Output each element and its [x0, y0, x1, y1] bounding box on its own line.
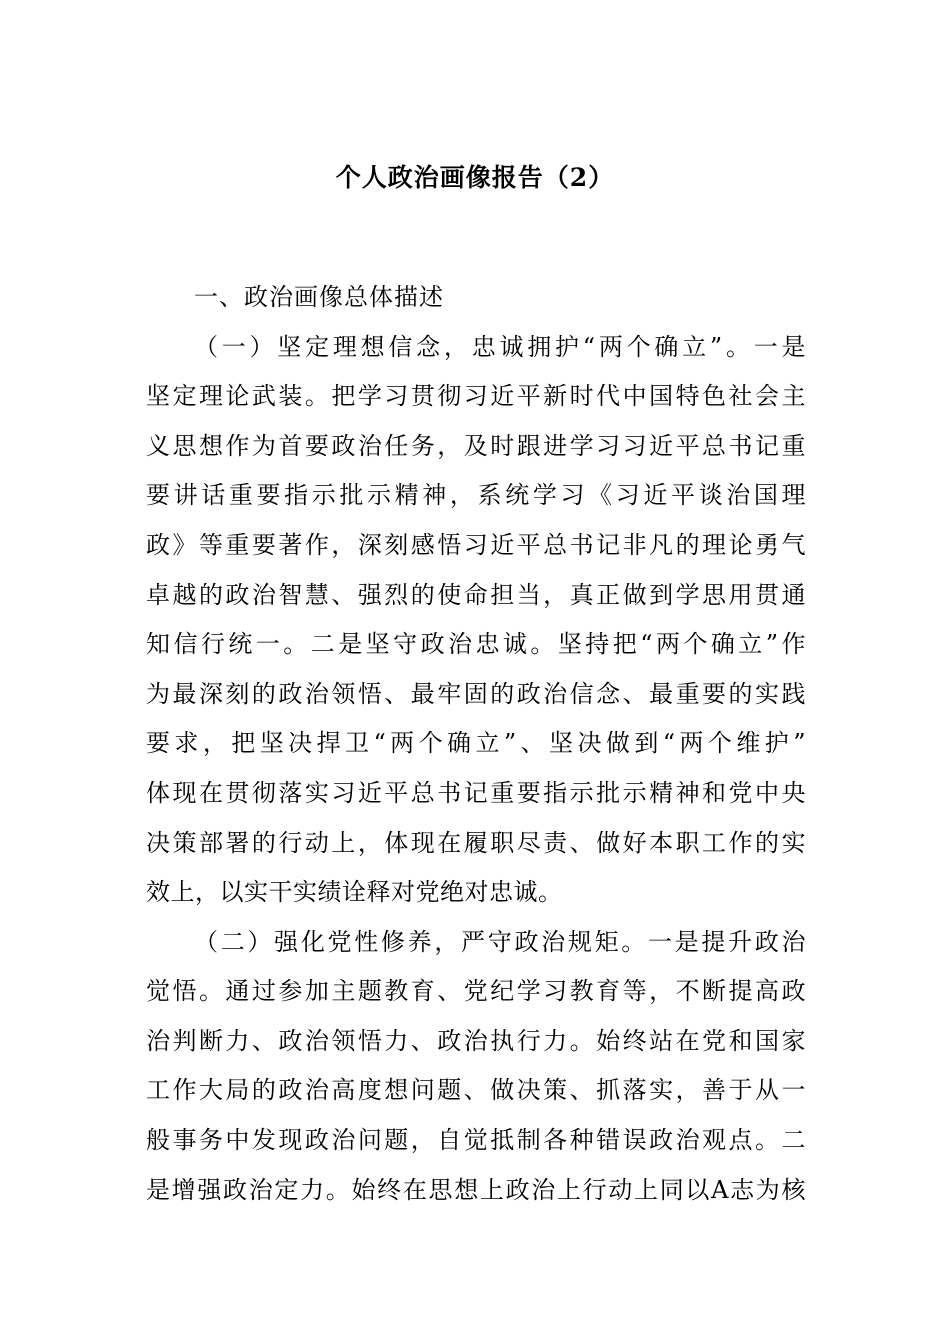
- paragraph-1-line: 知信行统一。二是坚守政治忠诚。坚持把“两个确立”作: [146, 630, 806, 658]
- paragraph-1-line: 政》等重要著作，深刻感悟习近平总书记非凡的理论勇气: [146, 531, 806, 559]
- paragraph-1-line: 体现在贯彻落实习近平总书记重要指示批示精神和党中央: [146, 779, 806, 807]
- section-heading: 一、政治画像总体描述: [194, 283, 444, 311]
- paragraph-1-line: 效上，以实干实绩诠释对党绝对忠诚。: [146, 878, 563, 906]
- paragraph-1-line: 义思想作为首要政治任务，及时跟进学习习近平总书记重: [146, 432, 806, 460]
- paragraph-1-line: 要讲话重要指示批示精神，系统学习《习近平谈治国理: [146, 481, 806, 509]
- paragraph-2-line: 治判断力、政治领悟力、政治执行力。始终站在党和国家: [146, 1027, 806, 1055]
- document-title: 个人政治画像报告（2）: [335, 163, 615, 192]
- paragraph-1-line: 坚定理论武装。把学习贯彻习近平新时代中国特色社会主: [146, 382, 806, 410]
- paragraph-2-line: 是增强政治定力。始终在思想上政治上行动上同以A志为核: [146, 1176, 806, 1204]
- paragraph-1-line: 为最深刻的政治领悟、最牢固的政治信念、最重要的实践: [146, 680, 806, 708]
- paragraph-2-line: 觉悟。通过参加主题教育、党纪学习教育等，不断提高政: [146, 977, 806, 1005]
- paragraph-1-line: 决策部署的行动上，体现在履职尽责、做好本职工作的实: [146, 829, 806, 857]
- paragraph-2-line: 工作大局的政治高度想问题、做决策、抓落实，善于从一: [146, 1076, 806, 1104]
- paragraph-2-line: 般事务中发现政治问题，自觉抵制各种错误政治观点。二: [146, 1126, 806, 1154]
- paragraph-1-line: 要求，把坚决捍卫“两个确立”、坚决做到“两个维护”: [146, 729, 806, 757]
- paragraph-2-line: （二）强化党性修养，严守政治规矩。一是提升政治: [194, 928, 806, 956]
- paragraph-1-line: （一）坚定理想信念，忠诚拥护“两个确立”。一是: [194, 333, 806, 361]
- paragraph-1-line: 卓越的政治智慧、强烈的使命担当，真正做到学思用贯通: [146, 581, 806, 609]
